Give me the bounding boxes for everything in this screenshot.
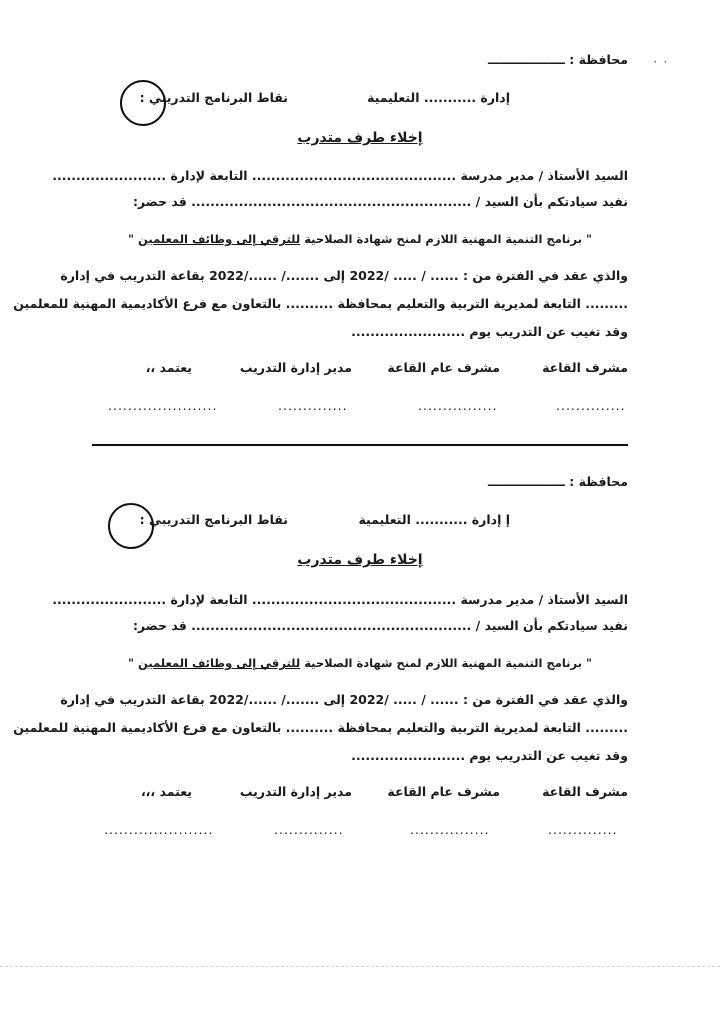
governorate-line: محافظة : ــــــــــــــــــ	[488, 52, 628, 67]
points-circle	[120, 80, 166, 126]
form-title: إخلاء طرف متدرب	[297, 130, 423, 146]
sig-dots-hall-supervisor: ..............	[548, 822, 618, 837]
sig-label-approval: يعتمد ،،	[145, 360, 192, 375]
sig-label-training-director: مدير إدارة التدريب	[239, 784, 352, 799]
sig-dots-approval: ......................	[108, 398, 218, 413]
program-name	[0, 656, 720, 670]
sig-label-hall-supervisor: مشرف القاعة	[542, 784, 628, 799]
form-title: إخلاء طرف متدرب	[297, 552, 423, 568]
sig-label-approval: يعتمد ،،،	[140, 784, 192, 799]
notice-line: نفيد سيادتكم بأن السيد / ........................................................... قد حضر:	[132, 194, 628, 209]
admin-line: إدارة ........... التعليمية	[367, 90, 510, 105]
sig-label-general-supervisor: مشرف عام القاعة	[387, 360, 500, 375]
program-prefix: " برنامج التنمية المهنية اللازم لمنح شهادة الصلاحية	[300, 656, 592, 670]
program-suffix: "	[128, 232, 139, 246]
sig-dots-training-director: ..............	[278, 398, 348, 413]
program-prefix: " برنامج التنمية المهنية اللازم لمنح شهادة الصلاحية	[300, 232, 592, 246]
points-circle	[108, 503, 154, 549]
addressee-line: السيد الأستاذ / مدير مدرسة ........................................... التابعة لإدارة ........................	[52, 592, 628, 607]
corner-mark: ٠ ٠	[652, 54, 669, 68]
sig-label-general-supervisor: مشرف عام القاعة	[387, 784, 500, 799]
directorate-line: ......... التابعة لمديرية التربية والتعليم بمحافظة .......... بالتعاون مع فرع الأكاديمية المهنية للمعلمين	[13, 296, 628, 311]
program-underlined: للترقي إلى وظائف المعلمين	[138, 232, 301, 246]
directorate-line: ......... التابعة لمديرية التربية والتعليم بمحافظة .......... بالتعاون مع فرع الأكاديمية المهنية للمعلمين	[13, 720, 628, 735]
notice-line: نفيد سيادتكم بأن السيد / ........................................................... قد حضر:	[132, 618, 628, 633]
program-suffix: "	[128, 656, 139, 670]
sig-dots-general-supervisor: ................	[418, 398, 498, 413]
scan-artifact-line	[0, 966, 720, 968]
sig-label-training-director: مدير إدارة التدريب	[239, 360, 352, 375]
sig-label-hall-supervisor: مشرف القاعة	[542, 360, 628, 375]
points-label: نقاط البرنامج التدريبي :	[139, 90, 288, 105]
period-line: والذي عقد في الفترة من : ...... / ..... /2022 إلى ......./ ....../2022 بقاعة التدريب في إدارة	[60, 692, 628, 707]
sig-dots-hall-supervisor: ..............	[556, 398, 626, 413]
program-name	[0, 232, 720, 246]
form-divider	[92, 444, 628, 446]
absence-line: وقد تغيب عن التدريب يوم ........................	[351, 324, 628, 339]
addressee-line: السيد الأستاذ / مدير مدرسة ........................................... التابعة لإدارة ........................	[52, 168, 628, 183]
sig-dots-approval: ......................	[104, 822, 214, 837]
admin-line: إ إدارة ........... التعليمية	[358, 512, 510, 527]
program-underlined: للترقي إلى وظائف المعلمين	[138, 656, 301, 670]
sig-dots-general-supervisor: ................	[410, 822, 490, 837]
absence-line: وقد تغيب عن التدريب يوم ........................	[351, 748, 628, 763]
sig-dots-training-director: ..............	[274, 822, 344, 837]
governorate-line: محافظة : ــــــــــــــــــ	[488, 474, 628, 489]
points-label: نقاط البرنامج التدريبي :	[139, 512, 288, 527]
period-line: والذي عقد في الفترة من : ...... / ..... /2022 إلى ......./ ....../2022 بقاعة التدريب في إدارة	[60, 268, 628, 283]
